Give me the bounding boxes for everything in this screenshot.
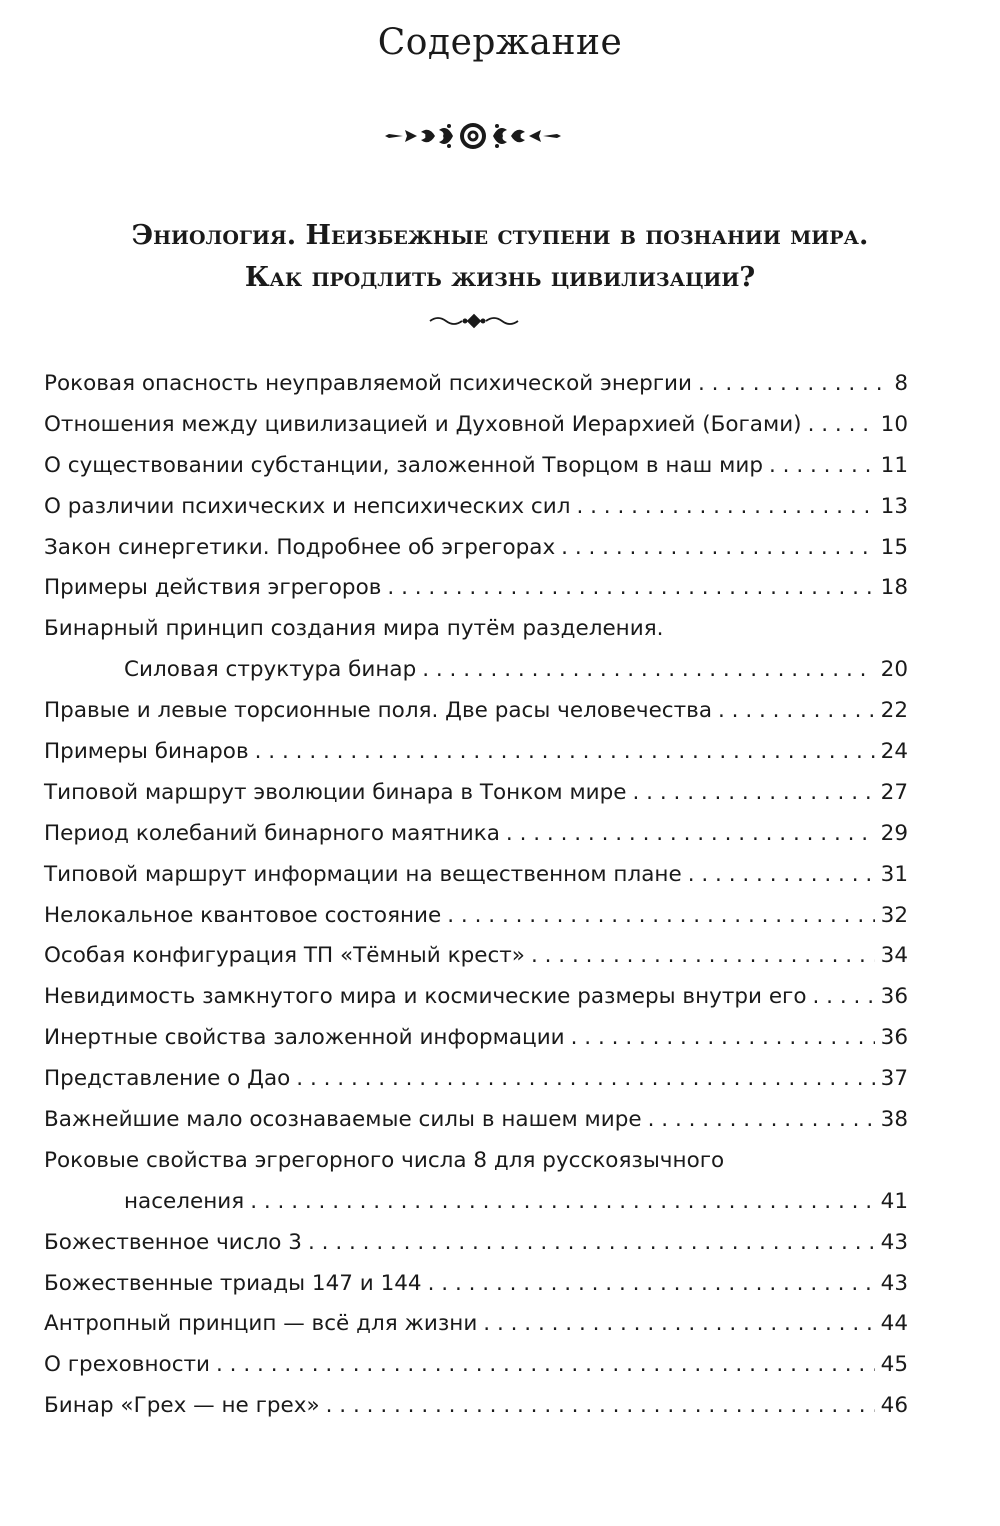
toc-item: [44, 732, 908, 773]
toc-page-number: 32: [880, 902, 908, 928]
toc-page-number: 22: [880, 698, 908, 724]
toc-page-number: 43: [880, 1270, 908, 1296]
toc-entry-title: Бинарный принцип создания мира путём разделения.: [44, 616, 664, 642]
toc-page-number: 29: [880, 820, 908, 846]
toc-entry-title: Примеры действия эгрегоров: [44, 575, 382, 601]
toc-entry-title: Примеры бинаров: [44, 739, 249, 765]
toc-item: [44, 446, 908, 487]
toc-page-number: 36: [880, 1025, 908, 1051]
table-of-contents: [44, 364, 908, 1427]
toc-entry-title: Отношения между цивилизацией и Духовной Иерархией (Богами): [44, 411, 802, 437]
toc-page-number: 18: [880, 575, 908, 601]
toc-page-number: 10: [880, 411, 908, 437]
toc-entry-continuation: Силовая структура бинар: [124, 657, 417, 683]
toc-page-number: 46: [880, 1393, 908, 1419]
toc-item: [44, 1345, 908, 1386]
toc-page-number: 45: [880, 1352, 908, 1378]
toc-entry-title: О существовании субстанции, заложенной Творцом в наш мир: [44, 452, 763, 478]
toc-entry-title: Нелокальное квантовое состояние: [44, 902, 442, 928]
toc-item: [44, 609, 908, 691]
toc-item: [44, 1264, 908, 1305]
toc-page-number: 8: [894, 371, 908, 396]
toc-item: [44, 405, 908, 446]
toc-page-number: 43: [880, 1229, 908, 1255]
toc-entry-title: Божественные триады 147 и 144: [44, 1270, 422, 1296]
toc-entry-title: Типовой маршрут информации на вещественном плане: [44, 861, 682, 887]
toc-entry-title: Божественное число 3: [44, 1229, 302, 1255]
toc-entry-title: Правые и левые торсионные поля. Две расы человечества: [44, 698, 712, 724]
toc-page-number: 34: [880, 943, 908, 969]
section-heading-line-1: Эниология. Неизбежные ступени в познании мира.: [131, 220, 869, 251]
toc-entry-title: Закон синергетики. Подробнее об эгрегорах: [44, 534, 556, 560]
toc-item: [44, 855, 908, 896]
toc-entry-title: Невидимость замкнутого мира и космические размеры внутри его: [44, 984, 807, 1010]
toc-entry-title: Инертные свойства заложенной информации: [44, 1025, 565, 1051]
toc-item: [44, 364, 908, 405]
toc-page-number: 31: [880, 861, 908, 887]
toc-page-number: 11: [880, 452, 908, 478]
toc-item: [44, 814, 908, 855]
section-heading-line-2: Как продлить жизнь цивилизации?: [244, 262, 756, 293]
toc-page-number: 15: [880, 534, 908, 560]
toc-item: [44, 487, 908, 528]
toc-entry-title: Бинар «Грех — не грех»: [44, 1393, 320, 1419]
toc-entry-title: О различии психических и непсихических сил: [44, 493, 571, 519]
page-title: Содержание: [377, 22, 623, 63]
toc-item: [44, 977, 908, 1018]
toc-item: [44, 691, 908, 732]
toc-entry-title: Особая конфигурация ТП «Тёмный крест»: [44, 943, 525, 969]
toc-item: [44, 1141, 908, 1223]
toc-item: [44, 1100, 908, 1141]
toc-entry-title: Роковая опасность неуправляемой психической энергии: [44, 371, 693, 396]
ornament-divider-icon: [383, 118, 563, 154]
small-ornament-icon: [426, 312, 522, 330]
toc-item: [44, 1018, 908, 1059]
toc-entry-title: Представление о Дао: [44, 1066, 291, 1092]
toc-page-number: 27: [880, 779, 908, 805]
toc-item: [44, 1223, 908, 1264]
toc-item: [44, 773, 908, 814]
toc-entry-title: О греховности: [44, 1352, 211, 1378]
toc-item: [44, 936, 908, 977]
toc-item: [44, 528, 908, 569]
toc-page-number: 20: [880, 657, 908, 683]
toc-page-number: 41: [880, 1188, 908, 1214]
toc-entry-title: Типовой маршрут эволюции бинара в Тонком мире: [44, 779, 627, 805]
toc-entry-title: Важнейшие мало осознаваемые силы в нашем мире: [44, 1107, 642, 1133]
toc-entry-title: Антропный принцип — всё для жизни: [44, 1311, 478, 1337]
section-heading: [40, 215, 960, 299]
toc-item: [44, 896, 908, 937]
toc-page-number: 24: [880, 739, 908, 765]
toc-entry-title: Роковые свойства эгрегорного числа 8 для русскоязычного: [44, 1147, 725, 1173]
toc-page-number: 38: [880, 1107, 908, 1133]
toc-item: [44, 1304, 908, 1345]
toc-entry-title: Период колебаний бинарного маятника: [44, 820, 500, 846]
toc-entry-continuation: населения: [124, 1188, 245, 1214]
toc-page-number: 36: [880, 984, 908, 1010]
toc-item: [44, 568, 908, 609]
toc-item: [44, 1386, 908, 1427]
toc-page-number: 13: [880, 493, 908, 519]
toc-page-number: 44: [880, 1311, 908, 1337]
toc-page-number: 37: [880, 1066, 908, 1092]
toc-item: [44, 1059, 908, 1100]
